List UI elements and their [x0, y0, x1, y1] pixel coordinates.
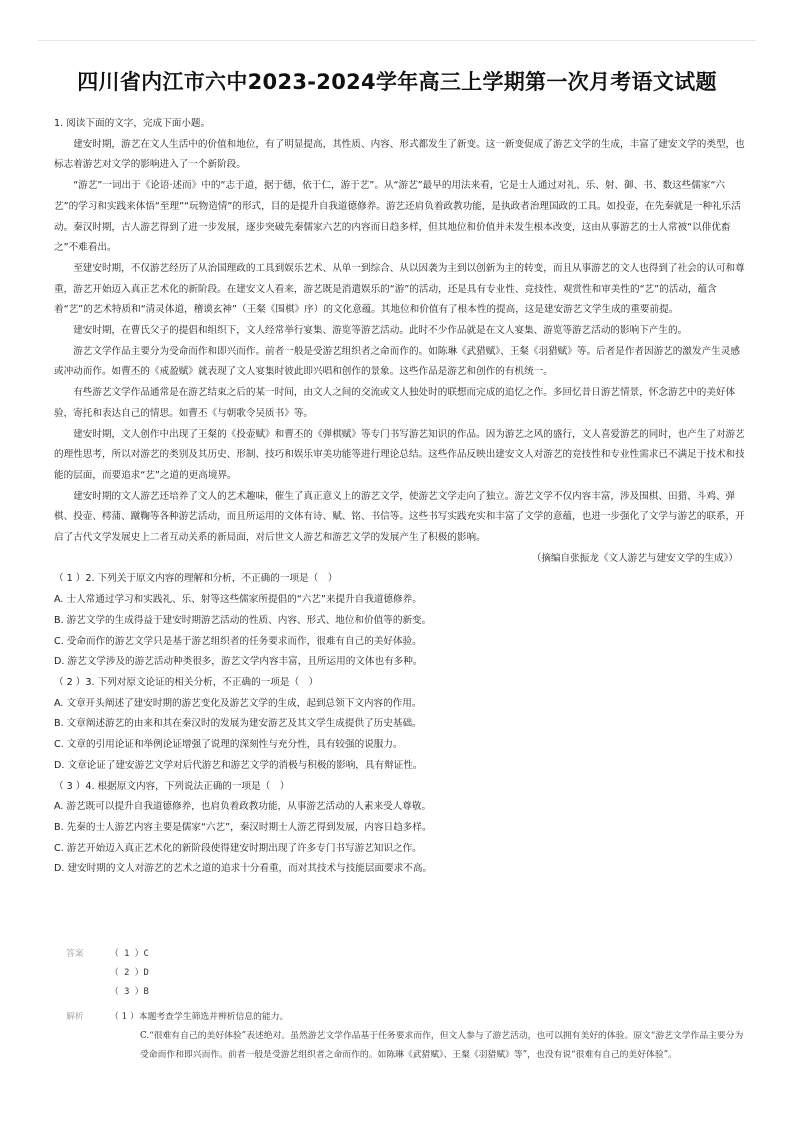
header-divider: [38, 40, 756, 41]
paragraph: 建安时期，文人创作中出现了王粲的《投壶赋》和曹丕的《弹棋赋》等专门书写游艺知识的作品。因为游艺之风的盛行，文人喜爱游艺的同时，也产生了对游艺的理性思考，所以对游艺的类别及其历史、形制、技巧和娱乐审美功能等进行理论总结。这些作品反映出建安文人对游艺的竞技性和专业性需求已不满足于技术和技能的层面，而要追求“艺”之道的更高境界。: [54, 428, 745, 481]
option: B. 先秦的士人游艺内容主要是儒家“六艺”，秦汉时期士人游艺得到发展，内容日趋多样。: [54, 821, 432, 833]
option: A. 士人常通过学习和实践礼、乐、射等这些儒家所提倡的“六艺”来提升自我道德修养。: [54, 594, 422, 606]
answer-line: （ 2 ）D: [110, 968, 149, 978]
analysis-line: （ 1 ）本题考查学生筛选并辨析信息的能力。: [110, 1012, 289, 1022]
option: A. 文章开头阐述了建安时期的游艺变化及游艺文学的生成，起到总领下文内容的作用。: [54, 697, 422, 709]
answer-label: 答案: [66, 949, 84, 959]
answer-line: （ 3 ）B: [110, 987, 149, 997]
question-stem: （ 1 ）2. 下列关于原文内容的理解和分析，不正确的一项是（ ）: [54, 573, 338, 585]
question-stem: （ 2 ）3. 下列对原文论证的相关分析，不正确的一项是（ ）: [54, 676, 319, 688]
paragraph: “游艺”一词出于《论语·述而》中的“志于道，据于德，依于仁，游于艺”。从“游艺”最早的用法来看，它是士人通过对礼、乐、射、御、书、数这些儒家“六艺”的学习和实践来体悟“至理”“玩物造情”的形式，目的是提升自我道德修养。游艺还肩负着政教功能，是执政者治理国政的工具。如投壶，在先秦就是一种礼乐活动。秦汉时期，古人游艺得到了进一步发展，逐步突破先秦儒家六艺的内容而日趋多样，但其地位和价值并未发生根本改变，这由从事游艺的士人常被“以俳优畜之”不难看出。: [54, 180, 741, 254]
paragraph: 建安时期的文人游艺还培养了文人的艺术趣味，催生了真正意义上的游艺文学，使游艺文学走向了独立。游艺文学不仅内容丰富，涉及围棋、田猎、斗鸡、弹棋、投壶、樗蒲、蹴鞠等各种游艺活动，而且所运用的文体有诗、赋、铭、书信等。这些书写实践充实和丰富了文学的意蕴，也进一步强化了文学与游艺的联系，开启了古代文学发展史上二者互动关系的新局面，对后世文人游艺和游艺文学的发展产生了积极的影响。: [54, 490, 745, 544]
paragraph: 至建安时期，不仅游艺经历了从治国理政的工具到娱乐艺术、从单一到综合、从以因袭为主到以创新为主的转变，而且从事游艺的文人也得到了社会的认可和尊重，游艺开始迈入真正艺术化的新阶段。在建安文人看来，游艺既是消遣娱乐的“游”的活动，还是具有专业性、竞技性、观赏性和审美性的“艺”的活动，蕴含着“艺”的艺术特质和“清灵体道，稽谟玄神”（王粲《围棋》序）的文化意蕴。其地位和价值有了根本性的提高，这是建安游艺文学生成的重要前提。: [54, 262, 745, 316]
document-body: [54, 114, 746, 880]
paragraph: 建安时期，游艺在文人生活中的价值和地位，有了明显提高，其性质、内容、形式都发生了新变。这一新变促成了游艺文学的生成，丰富了建安文学的类型，也标志着游艺对文学的影响进入了一个新阶段。: [54, 138, 745, 171]
answer-line: （ 1 ）C: [110, 949, 149, 959]
instruction: 1. 阅读下面的文字，完成下面小题。: [54, 118, 211, 129]
option: C. 受命而作的游艺文学只是基于游艺组织者的任务要求而作，很难有自己的美好体验。: [54, 635, 422, 647]
option: B. 游艺文学的生成得益于建安时期游艺活动的性质、内容、形式、地位和价值等的新变。: [54, 614, 432, 626]
option: C. 游艺开始迈入真正艺术化的新阶段使得建安时期出现了许多专门书写游艺知识之作。: [54, 842, 422, 854]
paragraph: 游艺文学作品主要分为受命而作和即兴而作。前者一般是受游艺组织者之命而作的。如陈琳《武猎赋》、王粲《羽猎赋》等。后者是作者因游艺的激发产生灵感或冲动而作。如曹丕的《戒盈赋》就表现了文人宴集时彼此即兴唱和创作的景象。这些作品是游艺和创作的有机统一。: [54, 345, 740, 378]
paragraph: 有些游艺文学作品通常是在游艺结束之后的某一时间，由文人之间的交流或文人独处时的联想而完成的追忆之作。多回忆昔日游艺情景，怀念游艺中的美好体验，寄托和表达自己的情思。如曹丕《与朝歌令吴质书》等。: [54, 387, 736, 419]
option: C. 文章的引用论证和举例论证增强了说理的深刻性与充分性，具有较强的说服力。: [54, 739, 403, 751]
analysis-text: C.“很难有自己的美好体验”表述绝对。虽然游艺文学作品基于任务要求而作，但文人参与了游艺活动，也可以拥有美好的体验。原文“游艺文学作品主要分为受命而作和即兴而作。前者一般是受游艺组织者之命而作的。如陈琳《武猎赋》、王粲《羽猎赋》等”，也没有说“很难有自己的美好体验”。: [140, 1031, 744, 1060]
option: B. 文章阐述游艺的由来和其在秦汉时的发展为建安游艺及其文学生成提供了历史基础。: [54, 718, 422, 730]
source-citation: （摘编自张振龙《文人游艺与建安文学的生成》）: [531, 552, 738, 564]
option: D. 建安时期的文人对游艺的艺术之道的追求十分看重，而对其技术与技能层面要求不高。: [54, 863, 433, 875]
analysis-section: [66, 1008, 746, 1065]
option: D. 游艺文学涉及的游艺活动种类很多，游艺文学内容丰富，且所运用的文体也有多种。: [54, 656, 423, 668]
page-title: 四川省内江市六中2023-2024学年高三上学期第一次月考语文试题: [77, 70, 717, 94]
option: A. 游艺既可以提升自我道德修养，也肩负着政教功能，从事游艺活动的人素来受人尊敬。: [54, 801, 432, 813]
answer-section: [66, 945, 149, 1002]
question-stem: （ 3 ）4. 根据原文内容，下列说法正确的一项是（ ）: [54, 780, 290, 792]
option: D. 文章论证了建安游艺文学对后代游艺和游艺文学的消极与积极的影响，具有辩证性。: [54, 759, 423, 771]
paragraph: 建安时期，在曹氏父子的提倡和组织下，文人经常举行宴集、游览等游艺活动。此时不少作品就是在文人宴集、游览等游艺活动的影响下产生的。: [73, 325, 688, 337]
analysis-label: 解析: [66, 1012, 84, 1022]
